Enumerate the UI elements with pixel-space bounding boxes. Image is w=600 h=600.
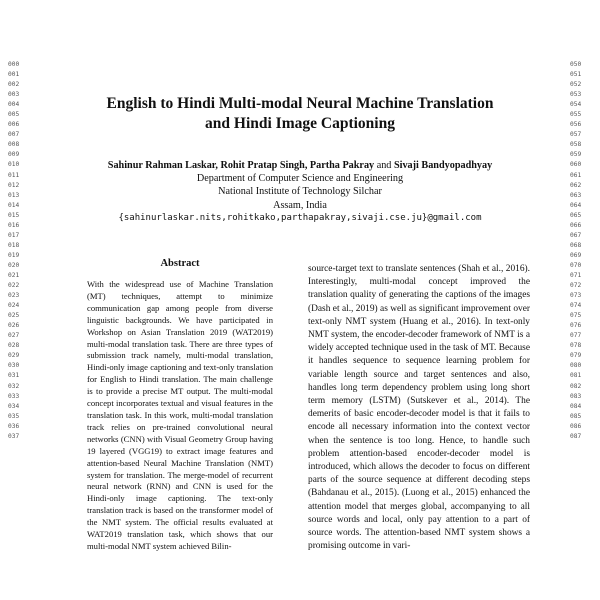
- line-number: 026: [8, 322, 20, 330]
- author-emails: {sahinurlaskar.nits,rohitkako,parthapakray,sivaji.cse.ju}@gmail.com: [118, 212, 482, 223]
- line-number: 080: [570, 362, 582, 370]
- author-block: [60, 159, 540, 225]
- left-line-numbers: [8, 60, 32, 442]
- line-number: 057: [570, 131, 582, 139]
- line-number: 015: [8, 211, 20, 219]
- abstract-paragraph: With the widespread use of Machine Translation (MT) techniques, attempt to minimize communication gap among people from diverse linguistic backgrounds. We have participated in Workshop on Asian Translation 2019 (WAT2019) multi-modal translation task. There are three types of submission track namely, multi-modal translation, Hindi-only image captioning and text-only translation for English to Hindi translation. The main challenge is to provide a precise MT output. The multi-modal concept incorporates textual and visual features in the translation task. In this work, multi-modal translation track relies on pre-trained convolutional neural networks (CNN) with Visual Geometry Group having 19 layered (VGG19) to extract image features and attention-based Neural Machine Translation (NMT) system for translation. The merge-model of recurrent neural network (RNN) and CNN is used for the Hindi-only image captioning. The text-only translation track is based on the transformer model of the NMT system. The official results evaluated at WAT2019 translation task, which shows that our multi-modal NMT system achieved Bilin-: [87, 279, 273, 551]
- line-number: 033: [8, 392, 20, 400]
- line-number: 082: [570, 382, 582, 390]
- line-number: 011: [8, 171, 20, 179]
- line-number: 019: [8, 251, 20, 259]
- paper-title: [60, 94, 540, 134]
- line-number: 016: [8, 221, 20, 229]
- line-number: 079: [570, 352, 582, 360]
- line-number: 063: [570, 191, 582, 199]
- line-number: 002: [8, 81, 20, 89]
- line-number: 056: [570, 121, 582, 129]
- line-number: 008: [8, 141, 20, 149]
- line-number: 081: [570, 372, 582, 380]
- line-number: 034: [8, 402, 20, 410]
- line-number: 085: [570, 412, 582, 420]
- institute: National Institute of Technology Silchar: [218, 186, 382, 198]
- line-number: 036: [8, 422, 20, 430]
- line-number: 070: [570, 261, 582, 269]
- right-column-text: [308, 263, 530, 553]
- abstract-text: [87, 279, 273, 553]
- line-number: 083: [570, 392, 582, 400]
- line-number: 078: [570, 342, 582, 350]
- line-number: 024: [8, 302, 20, 310]
- line-number: 075: [570, 312, 582, 320]
- line-number: 062: [570, 181, 582, 189]
- line-number: 014: [8, 201, 20, 209]
- line-number: 028: [8, 342, 20, 350]
- title-line-2: and Hindi Image Captioning: [205, 115, 395, 132]
- line-number: 076: [570, 322, 582, 330]
- line-number: 053: [570, 91, 582, 99]
- line-number: 021: [8, 271, 20, 279]
- line-number: 055: [570, 111, 582, 119]
- author-names: [60, 159, 540, 172]
- line-number: 074: [570, 302, 582, 310]
- line-number: 051: [570, 71, 582, 79]
- title-line-1: English to Hindi Multi-modal Neural Machine Translation: [106, 95, 494, 112]
- line-number: 004: [8, 101, 20, 109]
- line-number: 052: [570, 81, 582, 89]
- line-number: 027: [8, 332, 20, 340]
- line-number: 059: [570, 151, 582, 159]
- line-number: 022: [8, 282, 20, 290]
- line-number: 067: [570, 231, 582, 239]
- line-number: 066: [570, 221, 582, 229]
- line-number: 071: [570, 271, 582, 279]
- line-number: 010: [8, 161, 20, 169]
- line-number: 017: [8, 231, 20, 239]
- line-number: 020: [8, 261, 20, 269]
- line-number: 025: [8, 312, 20, 320]
- line-number: 086: [570, 422, 582, 430]
- line-number: 005: [8, 111, 20, 119]
- line-number: 003: [8, 91, 20, 99]
- location: Assam, India: [273, 199, 327, 211]
- line-number: 023: [8, 292, 20, 300]
- line-number: 037: [8, 432, 20, 440]
- line-number: 001: [8, 71, 20, 79]
- line-number: 029: [8, 352, 20, 360]
- line-number: 018: [8, 241, 20, 249]
- line-number: 064: [570, 201, 582, 209]
- line-number: 000: [8, 61, 20, 68]
- line-number: 035: [8, 412, 20, 420]
- line-number: 013: [8, 191, 20, 199]
- line-number: 054: [570, 101, 582, 109]
- line-number: 060: [570, 161, 582, 169]
- line-number: 031: [8, 372, 20, 380]
- line-number: 009: [8, 151, 20, 159]
- abstract-heading: Abstract: [160, 258, 200, 269]
- line-number: 065: [570, 211, 582, 219]
- line-number: 058: [570, 141, 582, 149]
- line-number: 032: [8, 382, 20, 390]
- line-number: 030: [8, 362, 20, 370]
- line-number: 068: [570, 241, 582, 249]
- authors-first: Sahinur Rahman Laskar, Rohit Pratap Singh, Partha Pakray: [107, 160, 375, 171]
- authors-and: and: [374, 160, 394, 171]
- line-number: 087: [570, 432, 582, 440]
- line-number: 007: [8, 131, 20, 139]
- line-number: 072: [570, 282, 582, 290]
- department: Department of Computer Science and Engineering: [196, 173, 404, 185]
- authors-last: Sivaji Bandyopadhyay: [393, 160, 493, 171]
- right-column-paragraph: source-target text to translate sentences (Shah et al., 2016). Interestingly, multi-modal concept improved the translation quality of generating the captions of the images (Dash et al., 2019) as well as significant improvement over text-only NMT system (Huang et al., 2016). In text-only NMT system, the encoder-decoder framework of NMT is a widely accepted technique used in the task of MT. Because it handles sequence to sequence learning problem for variable length source and target sentences and also, handles long term dependency problem using long short term memory (LSTM) (Sutskever et al., 2014). The demerits of basic encoder-decoder model is that it fails to encode all necessary information into the context vector when the sentence is too long. Hence, to handle such problem attention-based encoder-decoder model is introduced, which allows the decoder to focus on different parts of the source sequence at different decoding steps (Bahdanau et al., 2015). (Luong et al., 2015) enhanced the attention model that merges global, accompanying to all source words and local, only pay attention to a part of source words. The attention-based NMT system shows a promising outcome in vari-: [308, 264, 530, 552]
- line-number: 069: [570, 251, 582, 259]
- line-number: 050: [570, 61, 582, 68]
- line-number: 006: [8, 121, 20, 129]
- right-line-numbers: [570, 60, 594, 442]
- line-number: 073: [570, 292, 582, 300]
- line-number: 077: [570, 332, 582, 340]
- line-number: 012: [8, 181, 20, 189]
- line-number: 061: [570, 171, 582, 179]
- line-number: 084: [570, 402, 582, 410]
